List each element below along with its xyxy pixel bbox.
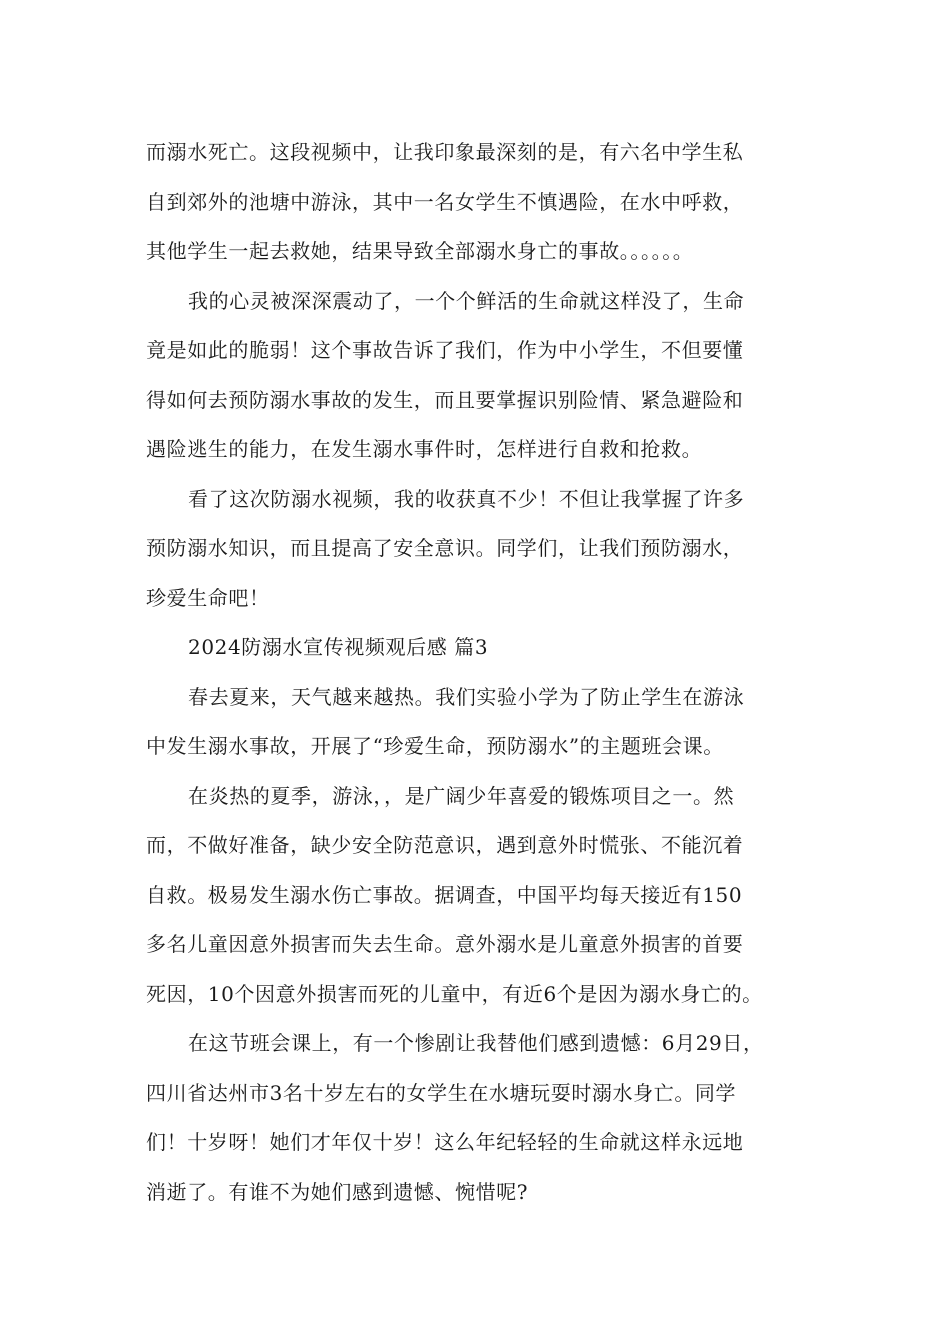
text-line: 其他学生一起去救她，结果导致全部溺水身亡的事故。。。。。。 <box>146 239 694 263</box>
text-line: 在炎热的夏季，游泳，，是广阔少年喜爱的锻炼项目之一。然 <box>188 784 735 808</box>
text-line: 们！十岁呀！她们才年仅十岁！这么年纪轻轻的生命就这样永远地 <box>146 1130 744 1154</box>
text-line: 看了这次防溺水视频，我的收获真不少！不但让我掌握了许多 <box>188 487 745 511</box>
text-line: 多名儿童因意外损害而失去生命。意外溺水是儿童意外损害的首要 <box>146 932 744 956</box>
text-line: 四川省达州市3名十岁左右的女学生在水塘玩耍时溺水身亡。同学 <box>146 1081 737 1105</box>
text-line: 珍爱生命吧！ <box>146 586 270 610</box>
text-line: 中发生溺水事故，开展了“珍爱生命，预防溺水”的主题班会课。 <box>146 734 724 758</box>
text-line: 死因，10个因意外损害而死的儿童中，有近6个是因为溺水身亡的。 <box>146 982 763 1006</box>
text-line: 而溺水死亡。这段视频中，让我印象最深刻的是，有六名中学生私 <box>146 140 744 164</box>
text-line: 春去夏来，天气越来越热。我们实验小学为了防止学生在游泳 <box>188 685 745 709</box>
heading-text: 2024防溺水宣传视频观后感 篇3 <box>188 635 489 659</box>
text-line: 竟是如此的脆弱！这个事故告诉了我们，作为中小学生，不但要懂 <box>146 338 744 362</box>
text-line: 在这节班会课上，有一个惨剧让我替他们感到遗憾：6月29日， <box>188 1031 764 1055</box>
text-line: 自救。极易发生溺水伤亡事故。据调查，中国平均每天接近有150 <box>146 883 743 907</box>
text-line: 自到郊外的池塘中游泳，其中一名女学生不慎遇险，在水中呼救， <box>146 190 744 214</box>
text-line: 而，不做好准备，缺少安全防范意识，遇到意外时慌张、不能沉着 <box>146 833 744 857</box>
text-line: 得如何去预防溺水事故的发生，而且要掌握识别险情、紧急避险和 <box>146 388 744 412</box>
text-line: 消逝了。有谁不为她们感到遗憾、惋惜呢? <box>146 1180 529 1204</box>
text-line: 我的心灵被深深震动了，一个个鲜活的生命就这样没了，生命 <box>188 289 745 313</box>
text-line: 遇险逃生的能力，在发生溺水事件时，怎样进行自救和抢救。 <box>146 437 703 461</box>
text-line: 预防溺水知识，而且提高了安全意识。同学们，让我们预防溺水， <box>146 536 744 560</box>
